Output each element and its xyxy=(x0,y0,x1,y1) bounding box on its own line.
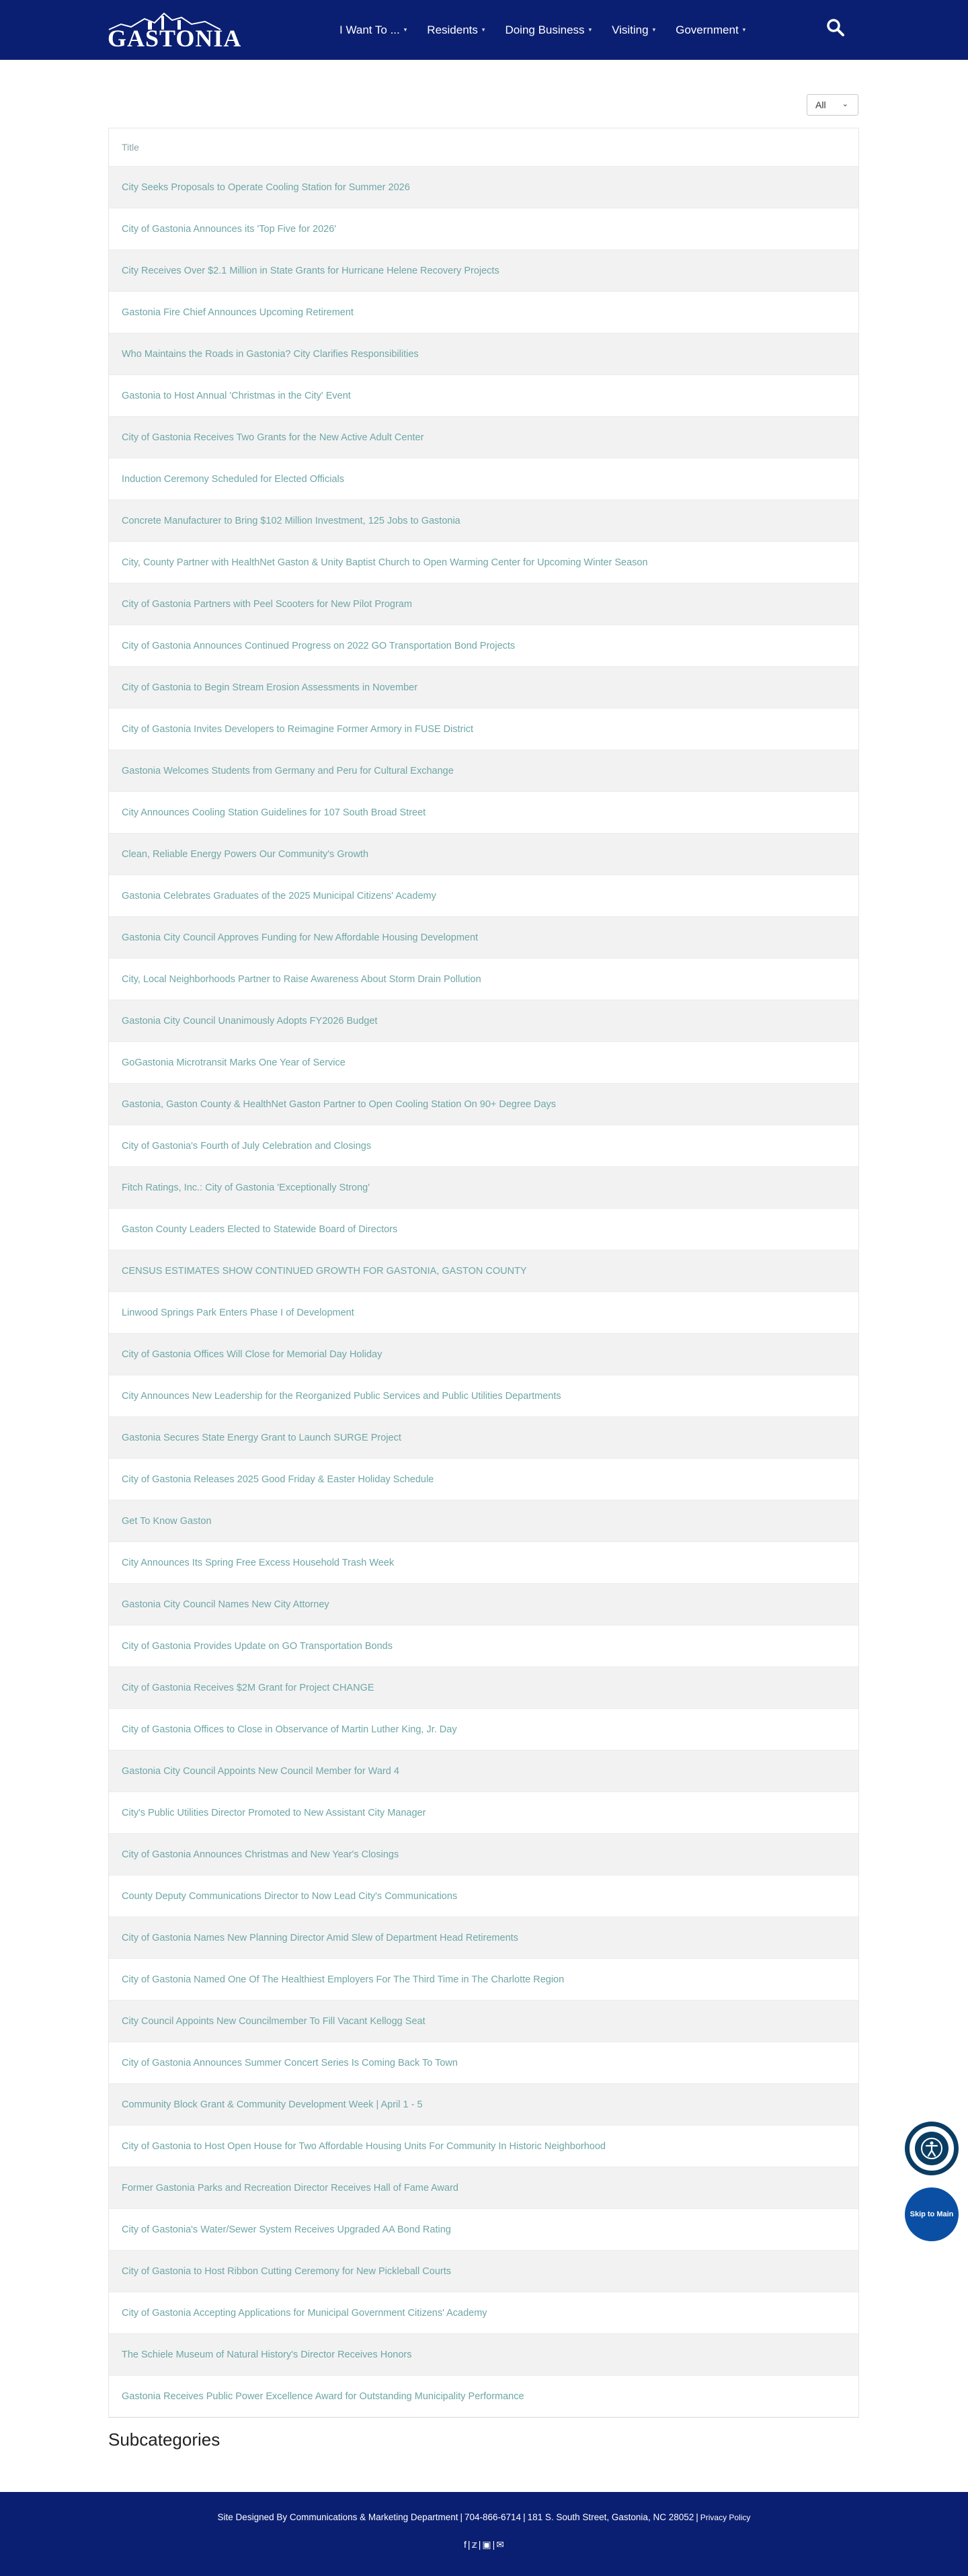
news-title-link[interactable]: City's Public Utilities Director Promoted to New Assistant City Manager xyxy=(122,1807,426,1818)
news-title-link[interactable]: GoGastonia Microtransit Marks One Year of Service xyxy=(122,1057,346,1068)
table-row xyxy=(109,667,858,709)
table-row xyxy=(109,834,858,875)
news-title-link[interactable]: City of Gastonia Announces Christmas and New Year's Closings xyxy=(122,1849,399,1860)
news-title-link[interactable]: Linwood Springs Park Enters Phase I of Development xyxy=(122,1307,354,1318)
table-row xyxy=(109,1167,858,1209)
news-title-link[interactable]: The Schiele Museum of Natural History's Director Receives Honors xyxy=(122,2349,412,2360)
table-row xyxy=(109,1000,858,1042)
news-title-link[interactable]: Concrete Manufacturer to Bring $102 Million Investment, 125 Jobs to Gastonia xyxy=(122,515,460,526)
chevron-down-icon: ▾ xyxy=(403,26,407,33)
table-row xyxy=(109,1667,858,1709)
nav-label: Visiting xyxy=(612,23,649,36)
nav-label: Doing Business xyxy=(505,23,585,36)
news-title-link[interactable]: City of Gastonia Accepting Applications for Municipal Government Citizens' Academy xyxy=(122,2307,487,2319)
table-row xyxy=(109,1084,858,1125)
table-row xyxy=(109,2209,858,2251)
table-row xyxy=(109,750,858,792)
nav-visiting[interactable] xyxy=(612,24,655,37)
table-row xyxy=(109,333,858,375)
table-row xyxy=(109,417,858,458)
table-row xyxy=(109,2334,858,2376)
table-row xyxy=(109,1292,858,1334)
table-row xyxy=(109,2126,858,2167)
news-title-link[interactable]: City Receives Over $2.1 Million in State Grants for Hurricane Helene Recovery Projects xyxy=(122,265,499,276)
table-row xyxy=(109,375,858,417)
table-row xyxy=(109,1459,858,1500)
news-title-link[interactable]: Gastonia City Council Approves Funding for New Affordable Housing Development xyxy=(122,932,479,943)
subcategories-heading: Subcategories xyxy=(108,2429,220,2450)
news-title-link[interactable]: Gastonia Receives Public Power Excellence Award for Outstanding Municipality Performance xyxy=(122,2390,524,2402)
chevron-down-icon: ▾ xyxy=(481,26,485,33)
chevron-down-icon: ▾ xyxy=(588,26,592,33)
news-title-link[interactable]: Gastonia to Host Annual 'Christmas in the City' Event xyxy=(122,390,351,401)
twitter-icon[interactable]: 𝕫 xyxy=(471,2539,477,2550)
news-title-link[interactable]: City of Gastonia's Fourth of July Celebration and Closings xyxy=(122,1140,372,1152)
table-row xyxy=(109,875,858,917)
table-row xyxy=(109,1709,858,1750)
news-title-link[interactable]: City of Gastonia Named One Of The Healthiest Employers For The Third Time in The Charlotte Region xyxy=(122,1974,565,1985)
column-title-header[interactable]: Title xyxy=(122,142,139,153)
news-title-link[interactable]: Induction Ceremony Scheduled for Elected Officials xyxy=(122,473,344,485)
news-title-link[interactable]: Gastonia Secures State Energy Grant to Launch SURGE Project xyxy=(122,1432,401,1443)
category-filter-select[interactable] xyxy=(807,94,858,116)
table-row xyxy=(109,1125,858,1167)
news-title-link[interactable]: Gastonia, Gaston County & HealthNet Gaston Partner to Open Cooling Station On 90+ Degree Days xyxy=(122,1098,557,1110)
news-title-link[interactable]: City of Gastonia to Host Ribbon Cutting Ceremony for New Pickleball Courts xyxy=(122,2265,451,2277)
table-row xyxy=(109,1917,858,1959)
news-title-link[interactable]: City of Gastonia Invites Developers to Reimagine Former Armory in FUSE District xyxy=(122,723,473,735)
news-title-link[interactable]: City of Gastonia's Water/Sewer System Receives Upgraded AA Bond Rating xyxy=(122,2224,451,2235)
news-title-link[interactable]: City of Gastonia Announces Summer Concert Series Is Coming Back To Town xyxy=(122,2057,458,2068)
table-header xyxy=(109,128,858,167)
news-title-link[interactable]: Gastonia City Council Names New City Attorney xyxy=(122,1599,329,1610)
table-row xyxy=(109,2292,858,2334)
news-title-link[interactable]: Who Maintains the Roads in Gastonia? City Clarifies Responsibilities xyxy=(122,348,419,360)
table-row xyxy=(109,1625,858,1667)
filter-value: All xyxy=(815,99,826,110)
instagram-icon[interactable]: ▣ xyxy=(482,2539,491,2550)
facebook-icon[interactable]: f xyxy=(463,2539,467,2550)
nav-label: Government xyxy=(676,23,739,36)
table-row xyxy=(109,542,858,583)
table-row xyxy=(109,2042,858,2084)
nav-label: Residents xyxy=(427,23,478,36)
table-row xyxy=(109,1750,858,1792)
main-nav xyxy=(339,0,766,60)
footer-phone[interactable]: 704-866-6714 xyxy=(464,2512,522,2522)
news-title-link[interactable]: Gaston County Leaders Elected to Statewide Board of Directors xyxy=(122,1223,398,1235)
news-title-link[interactable]: Fitch Ratings, Inc.: City of Gastonia 'Exceptionally Strong' xyxy=(122,1182,370,1193)
table-row xyxy=(109,917,858,959)
accessibility-icon xyxy=(915,2132,949,2165)
news-title-link[interactable]: City Announces Its Spring Free Excess Household Trash Week xyxy=(122,1557,395,1568)
news-title-link[interactable]: Gastonia Fire Chief Announces Upcoming Retirement xyxy=(122,307,354,318)
footer-designed-by: Site Designed By Communications & Marketing Department xyxy=(217,2512,458,2522)
news-title-link[interactable]: City of Gastonia Receives $2M Grant for Project CHANGE xyxy=(122,1682,374,1693)
table-row xyxy=(109,959,858,1000)
table-row xyxy=(109,1792,858,1834)
chevron-down-icon: ▾ xyxy=(652,26,656,33)
news-title-link[interactable]: City of Gastonia Releases 2025 Good Friday & Easter Holiday Schedule xyxy=(122,1474,434,1485)
table-row xyxy=(109,2167,858,2209)
accessibility-button[interactable] xyxy=(905,2122,959,2175)
table-row xyxy=(109,1584,858,1625)
table-row xyxy=(109,250,858,292)
news-title-link[interactable]: City of Gastonia Provides Update on GO Transportation Bonds xyxy=(122,1640,393,1652)
chevron-down-icon: ▾ xyxy=(742,26,746,33)
table-row xyxy=(109,1417,858,1459)
news-title-link[interactable]: Clean, Reliable Energy Powers Our Community's Growth xyxy=(122,848,369,860)
table-row xyxy=(109,292,858,333)
news-title-link[interactable]: City of Gastonia Names New Planning Director Amid Slew of Department Head Retirements xyxy=(122,1932,518,1943)
site-header xyxy=(0,0,968,60)
table-row xyxy=(109,2084,858,2126)
news-title-link[interactable]: City, County Partner with HealthNet Gaston & Unity Baptist Church to Open Warming Center for Upcoming Winter Season xyxy=(122,557,648,568)
chevron-down-icon: ⌄ xyxy=(842,100,848,108)
table-row xyxy=(109,208,858,250)
table-row xyxy=(109,625,858,667)
table-row xyxy=(109,792,858,834)
nav-residents[interactable] xyxy=(427,24,485,37)
search-button[interactable] xyxy=(825,17,846,38)
news-title-link[interactable]: Gastonia City Council Unanimously Adopts FY2026 Budget xyxy=(122,1015,378,1027)
table-row xyxy=(109,709,858,750)
news-title-link[interactable]: City of Gastonia to Begin Stream Erosion Assessments in November xyxy=(122,682,418,693)
news-table xyxy=(108,128,859,2418)
table-row xyxy=(109,1500,858,1542)
search-icon xyxy=(825,17,846,38)
news-title-link[interactable]: City of Gastonia to Host Open House for Two Affordable Housing Units For Community In Historic Neighborhood xyxy=(122,2140,606,2152)
social-links: f | 𝕫 | ▣ | ✉ xyxy=(463,2539,505,2550)
news-title-link[interactable]: City of Gastonia Offices Will Close for Memorial Day Holiday xyxy=(122,1349,382,1360)
table-row xyxy=(109,1209,858,1250)
table-row xyxy=(109,1334,858,1375)
news-title-link[interactable]: Community Block Grant & Community Development Week | April 1 - 5 xyxy=(122,2099,423,2110)
news-title-link[interactable]: Gastonia Welcomes Students from Germany and Peru for Cultural Exchange xyxy=(122,765,454,776)
table-row xyxy=(109,2001,858,2042)
news-title-link[interactable]: City Seeks Proposals to Operate Cooling Station for Summer 2026 xyxy=(122,182,410,193)
email-icon[interactable]: ✉ xyxy=(496,2539,505,2550)
site-footer xyxy=(0,2492,968,2576)
news-title-link[interactable]: City, Local Neighborhoods Partner to Raise Awareness About Storm Drain Pollution xyxy=(122,973,481,985)
news-title-link[interactable]: City of Gastonia Announces Continued Progress on 2022 GO Transportation Bond Projects xyxy=(122,640,516,651)
news-title-link[interactable]: City of Gastonia Partners with Peel Scooters for New Pilot Program xyxy=(122,598,412,610)
skip-to-main-button[interactable]: Skip to Main xyxy=(905,2187,959,2241)
table-row xyxy=(109,1959,858,2001)
news-title-link[interactable]: City Council Appoints New Councilmember To Fill Vacant Kellogg Seat xyxy=(122,2015,426,2027)
news-title-link[interactable]: CENSUS ESTIMATES SHOW CONTINUED GROWTH FOR GASTONIA, GASTON COUNTY xyxy=(122,1265,527,1277)
news-title-link[interactable]: City Announces New Leadership for the Reorganized Public Services and Public Utilities Departments xyxy=(122,1390,561,1402)
table-row xyxy=(109,1375,858,1417)
nav-doing-business[interactable] xyxy=(505,24,592,37)
nav-government[interactable] xyxy=(676,24,745,37)
nav-i-want-to[interactable] xyxy=(339,24,407,37)
news-title-link[interactable]: City of Gastonia Announces its 'Top Five for 2026' xyxy=(122,223,337,235)
table-row xyxy=(109,1042,858,1084)
table-row xyxy=(109,1542,858,1584)
gastonia-logo[interactable] xyxy=(108,9,242,52)
footer-address: 181 S. South Street, Gastonia, NC 28052 xyxy=(527,2512,694,2522)
table-row xyxy=(109,1834,858,1876)
table-row xyxy=(109,500,858,542)
news-title-link[interactable]: Former Gastonia Parks and Recreation Director Receives Hall of Fame Award xyxy=(122,2182,458,2193)
news-title-link[interactable]: County Deputy Communications Director to Now Lead City's Communications xyxy=(122,1890,458,1902)
table-row xyxy=(109,458,858,500)
table-row xyxy=(109,1876,858,1917)
table-row xyxy=(109,2376,858,2417)
news-title-link[interactable]: City of Gastonia Receives Two Grants for the New Active Adult Center xyxy=(122,432,424,443)
table-row xyxy=(109,583,858,625)
logo-text: GASTONIA xyxy=(108,25,242,52)
table-row xyxy=(109,2251,858,2292)
table-row xyxy=(109,1250,858,1292)
footer-credits: Site Designed By Communications & Marketing Department | 704-866-6714 | 181 S. South Street, Gastonia, NC 28052 | Privacy Policy xyxy=(217,2512,751,2522)
news-title-link[interactable]: Gastonia City Council Appoints New Council Member for Ward 4 xyxy=(122,1765,399,1777)
news-title-link[interactable]: City of Gastonia Offices to Close in Observance of Martin Luther King, Jr. Day xyxy=(122,1724,457,1735)
news-title-link[interactable]: Get To Know Gaston xyxy=(122,1515,212,1527)
news-title-link[interactable]: Gastonia Celebrates Graduates of the 2025 Municipal Citizens' Academy xyxy=(122,890,436,901)
nav-label: I Want To ... xyxy=(339,23,400,36)
privacy-policy-link[interactable]: Privacy Policy xyxy=(700,2513,751,2522)
news-title-link[interactable]: City Announces Cooling Station Guidelines for 107 South Broad Street xyxy=(122,807,426,818)
table-row xyxy=(109,167,858,208)
